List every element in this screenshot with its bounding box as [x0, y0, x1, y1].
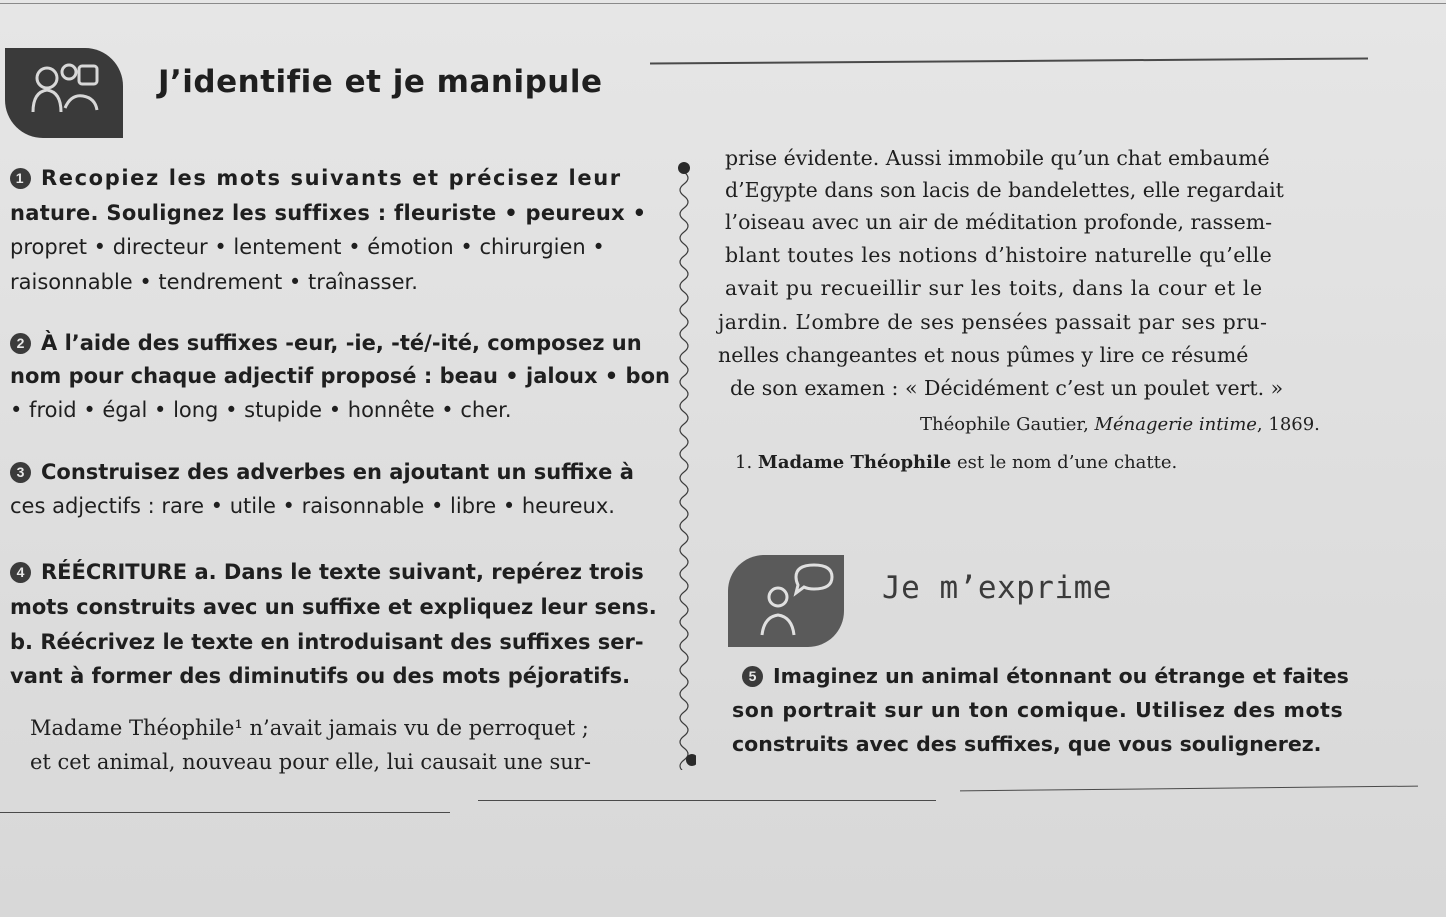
- ex4-line-2: mots construits avec un suffixe et expliquez leur sens.: [10, 595, 657, 619]
- text-line-4: blant toutes les notions d’histoire naturelle qu’elle: [725, 243, 1273, 267]
- ex3-number: 3: [10, 462, 31, 483]
- text-line-8: de son examen : « Décidément c’est un poulet vert. »: [730, 376, 1284, 400]
- ex2-number: 2: [10, 333, 31, 354]
- text-line-5: avait pu recueillir sur les toits, dans la cour et le: [725, 276, 1263, 300]
- top-edge-rule: [0, 3, 1446, 4]
- ex5-line-2: son portrait sur un ton comique. Utilisez des mots: [732, 698, 1344, 722]
- text-line-3: l’oiseau avec un air de méditation profonde, rassem-: [725, 210, 1273, 234]
- ex1-line-2: nature. Soulignez les suffixes : fleuriste • peureux •: [10, 201, 647, 225]
- ex4-number: 4: [10, 562, 31, 583]
- ex4-line-1: 4 RÉÉCRITURE a. Dans le texte suivant, repérez trois: [10, 560, 644, 584]
- header-rule: [650, 57, 1368, 64]
- ex1-line-4: raisonnable • tendrement • traînasser.: [10, 270, 418, 294]
- ex5-line-1: 5 Imaginez un animal étonnant ou étrange et faites: [742, 664, 1349, 688]
- citation: Théophile Gautier, Ménagerie intime, 1869.: [920, 414, 1320, 435]
- text-line-2: d’Egypte dans son lacis de bandelettes, elle regardait: [725, 178, 1284, 202]
- puzzle-people-icon: [5, 48, 123, 138]
- section-title: J’identifie et je manipule: [158, 64, 603, 100]
- column-separator: [672, 160, 696, 770]
- ex5-line-3: construits avec des suffixes, que vous soulignerez.: [732, 732, 1322, 756]
- ex2-line-2: nom pour chaque adjectif proposé : beau • jaloux • bon: [10, 364, 670, 388]
- express-title: Je m’exprime: [882, 570, 1112, 606]
- ex4-text-line-2: et cet animal, nouveau pour elle, lui causait une sur-: [30, 750, 591, 774]
- ex5-number: 5: [742, 666, 763, 687]
- ex1-line-3: propret • directeur • lentement • émotion • chirurgien •: [10, 235, 605, 259]
- ex3-line-1: 3 Construisez des adverbes en ajoutant un suffixe à: [10, 460, 634, 484]
- text-line-1: prise évidente. Aussi immobile qu’un chat embaumé: [725, 146, 1270, 170]
- ex2-line-3: • froid • égal • long • stupide • honnête • cher.: [10, 398, 512, 422]
- express-badge: [728, 555, 844, 647]
- ex4-text-line-1: Madame Théophile¹ n’avait jamais vu de perroquet ;: [30, 716, 589, 740]
- ex4-line-4: vant à former des diminutifs ou des mots péjoratifs.: [10, 664, 631, 688]
- ex2-line-1: 2 À l’aide des suffixes -eur, -ie, -té/-ité, composez un: [10, 331, 642, 355]
- ex4-line-3: b. Réécrivez le texte en introduisant des suffixes ser-: [10, 630, 644, 654]
- ex3-line-2: ces adjectifs : rare • utile • raisonnable • libre • heureux.: [10, 494, 615, 518]
- header-badge: [5, 48, 123, 138]
- bottom-rule-right: [960, 786, 1418, 792]
- footnote: 1. Madame Théophile est le nom d’une chatte.: [735, 452, 1178, 473]
- ex1-line-1: 1 Recopiez les mots suivants et précisez leur: [10, 166, 622, 190]
- ex1-number: 1: [10, 168, 31, 189]
- text-line-6: jardin. L’ombre de ses pensées passait par ses pru-: [718, 310, 1268, 334]
- bottom-rule-left: [0, 812, 450, 813]
- text-line-7: nelles changeantes et nous pûmes y lire ce résumé: [718, 343, 1249, 367]
- bottom-rule-middle: [478, 800, 936, 801]
- speech-people-icon: [728, 555, 844, 647]
